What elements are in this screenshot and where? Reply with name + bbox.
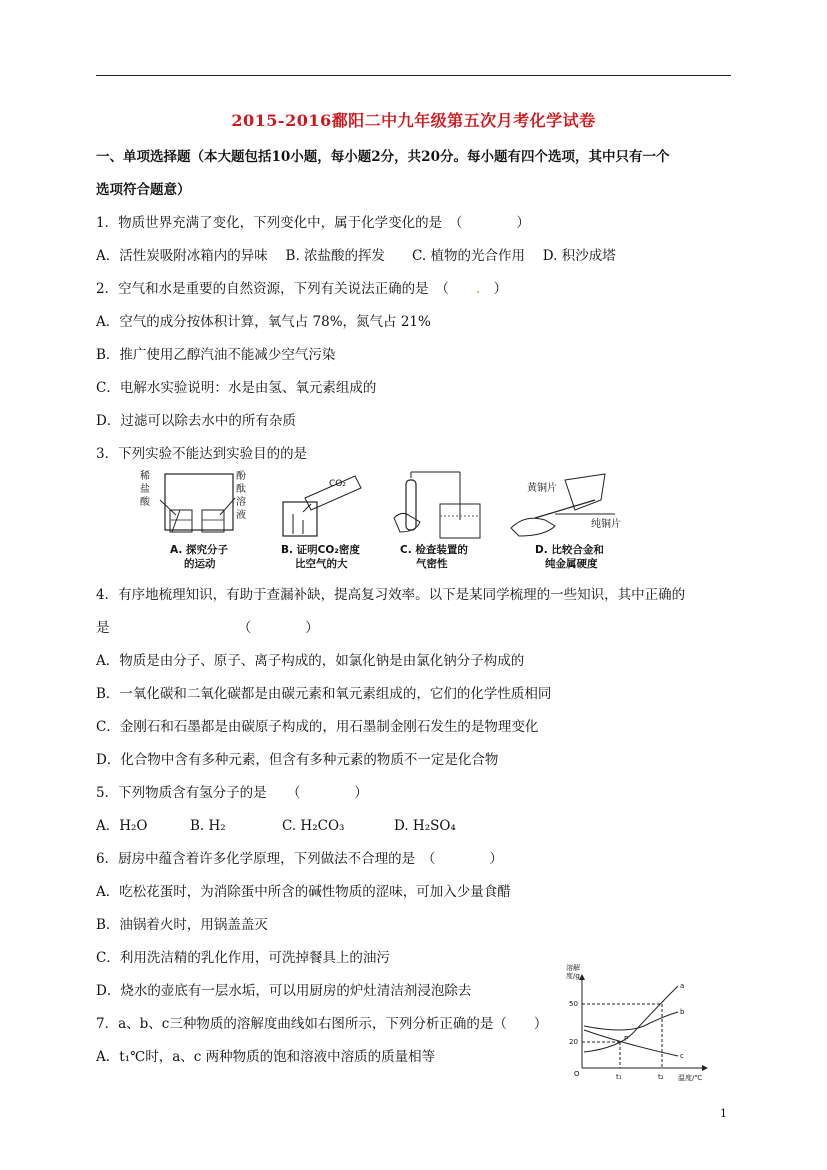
q2-option-a: A．空气的成分按体积计算，氧气占 78%，氮气占 21%: [96, 314, 431, 330]
q5-stem: 5．下列物质含有氢分子的是 （ ）: [96, 785, 368, 801]
section-heading-line1: 一、单项选择题（本大题包括10小题，每小题2分，共20分。每小题有四个选项，其中只有一个: [96, 149, 670, 165]
q3-figures: [140, 470, 640, 574]
figure-a-left-label: 稀盐酸: [140, 471, 150, 508]
q6-option-d: D．烧水的壶底有一层水垢，可以用厨房的炉灶清洁剂浸泡除去: [96, 983, 472, 999]
graph-x-label: 温度/℃: [678, 1074, 703, 1082]
figure-c-caption-1: C. 检查装置的: [400, 544, 468, 556]
q6-option-b: B．油锅着火时，用锅盖盖灭: [96, 917, 268, 933]
graph-curve-b: b: [680, 1008, 685, 1016]
q2-stem: [96, 280, 507, 298]
q4-option-d: D．化合物中含有多种元素，但含有多种元素的物质不一定是化合物: [96, 752, 499, 768]
q1-options: A．活性炭吸附冰箱内的异味 B. 浓盐酸的挥发 C. 植物的光合作用 D. 积沙成塔: [96, 248, 616, 264]
graph-x-tick-t2: t₂: [658, 1073, 664, 1081]
q1-stem: 1．物质世界充满了变化，下列变化中，属于化学变化的是 （ ）: [96, 215, 530, 231]
figure-a-caption-2: 的运动: [184, 558, 216, 570]
q7-option-a: A．t₁℃时，a、c 两种物质的饱和溶液中溶质的质量相等: [96, 1049, 436, 1065]
q6-option-c: C．利用洗洁精的乳化作用，可洗掉餐具上的油污: [96, 950, 390, 966]
figure-c-caption-2: 气密性: [416, 558, 448, 570]
figure-d-caption-2: 纯金属硬度: [545, 558, 598, 570]
figure-d-drawing: [505, 470, 640, 542]
figure-a-right-label: 酚酞溶液: [236, 471, 246, 521]
figure-b-caption-2: 比空气的大: [295, 558, 348, 570]
q4-option-a: A．物质是由分子、原子、离子构成的，如氯化钠是由氯化钠分子构成的: [96, 653, 525, 669]
q2-stem-dot: .: [475, 281, 481, 297]
figure-d-top-label: 黄铜片: [527, 483, 557, 494]
figure-b-caption-1: B. 证明CO₂密度: [281, 544, 360, 556]
graph-y-label: 溶解度/g: [566, 964, 580, 980]
figure-a-caption-1: A. 探究分子: [170, 544, 228, 556]
q2-option-d: D．过滤可以除去水中的所有杂质: [96, 413, 296, 429]
q4-option-b: B．一氧化碳和二氧化碳都是由碳元素和氧元素组成的，它们的化学性质相同: [96, 686, 552, 702]
graph-y-tick-50: 50: [569, 1000, 578, 1008]
page-title: 2015-2016鄱阳二中九年级第五次月考化学试卷: [231, 111, 596, 130]
page-number: 1: [720, 1107, 727, 1120]
solubility-graph-drawing: [564, 970, 714, 1080]
q5-option-a: A．H₂O: [96, 818, 148, 834]
graph-point-p: P: [624, 1035, 629, 1043]
figure-b: [275, 470, 385, 574]
graph-curve-c: c: [680, 1052, 684, 1060]
figure-d-caption-1: D. 比较合金和: [535, 544, 604, 556]
q5-option-d: D. H₂SO₄: [394, 818, 456, 834]
graph-x-tick-t1: t₁: [616, 1073, 622, 1081]
q2-option-c: C．电解水实验说明：水是由氢、氧元素组成的: [96, 380, 377, 396]
solubility-graph: [564, 964, 714, 1082]
figure-d-right-label: 纯铜片: [591, 519, 621, 530]
q4-stem-1: 4．有序地梳理知识，有助于查漏补缺，提高复习效率。以下是某同学梳理的一些知识，其中正确的: [96, 587, 686, 603]
q3-stem: 3．下列实验不能达到实验目的的是: [96, 446, 308, 462]
section-heading-line2: 选项符合题意）: [96, 182, 191, 198]
figure-d: [505, 470, 640, 574]
q5-option-b: B. H₂: [190, 818, 226, 834]
q2-option-b: B．推广使用乙醇汽油不能减少空气污染: [96, 347, 336, 363]
header-rule: [96, 75, 731, 76]
graph-curve-a: a: [680, 982, 685, 990]
figure-c-drawing: [390, 470, 500, 542]
graph-origin: O: [574, 1070, 580, 1078]
graph-y-tick-20: 20: [569, 1038, 578, 1046]
q7-stem: 7．a、b、c三种物质的溶解度曲线如右图所示，下列分析正确的是（ ）: [96, 1016, 548, 1032]
q6-stem: 6．厨房中蕴含着许多化学原理，下列做法不合理的是 （ ）: [96, 851, 503, 867]
q4-stem-2: 是 （ ）: [96, 620, 319, 636]
figure-c: [390, 470, 500, 574]
figure-b-co2-label: CO₂: [329, 479, 346, 489]
q2-stem-end: ）: [480, 281, 508, 297]
q2-stem-text: 2．空气和水是重要的自然资源，下列有关说法正确的是 （: [96, 281, 476, 297]
figure-a: [140, 470, 255, 574]
q4-option-c: C．金刚石和石墨都是由碳原子构成的，用石墨制金刚石发生的是物理变化: [96, 719, 539, 735]
q6-option-a: A．吃松花蛋时，为消除蛋中所含的碱性物质的涩味，可加入少量食醋: [96, 884, 511, 900]
q5-option-c: C. H₂CO₃: [282, 818, 345, 834]
